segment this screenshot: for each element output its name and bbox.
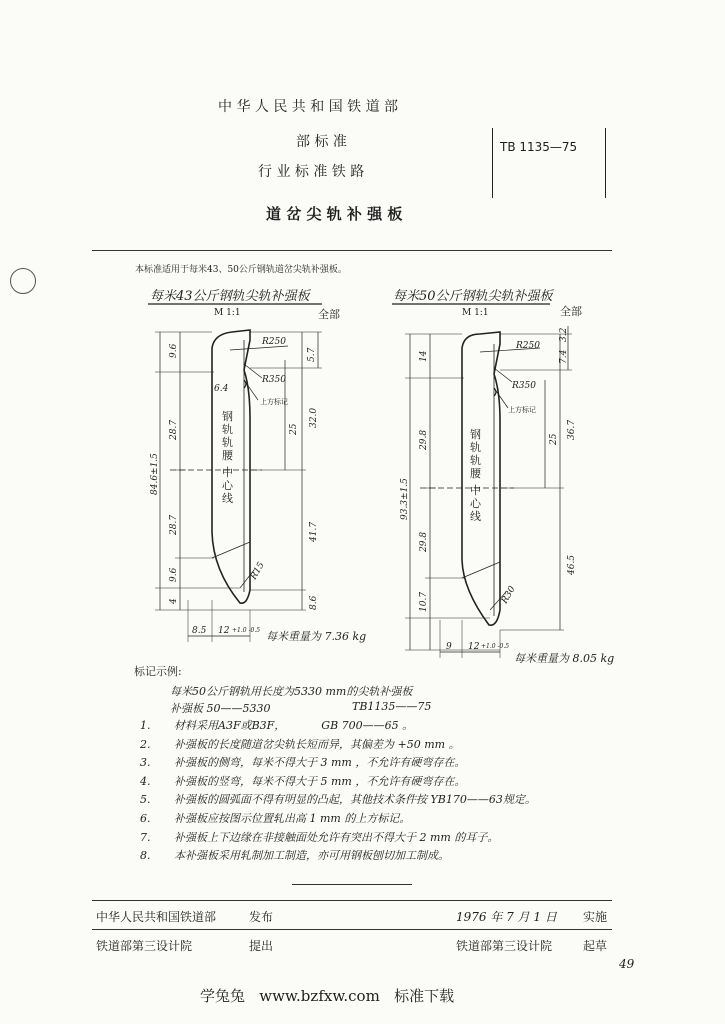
note-item: 3. 补强板的侧弯，每米不得大于 3 mm ，不允许有硬弯存在。 bbox=[140, 756, 466, 770]
dimension-label: 29.8 bbox=[419, 429, 429, 450]
standard-code: TB 1135—75 bbox=[500, 140, 578, 154]
dimension-label: R350 bbox=[512, 381, 536, 391]
dimension-label: 钢 bbox=[222, 410, 233, 423]
dimension-label: R15 bbox=[248, 560, 267, 582]
dimension-label: 轨 bbox=[222, 436, 233, 449]
dimension-label: 线 bbox=[470, 510, 481, 523]
example-line-2a: 补强板 50——5330 bbox=[170, 702, 271, 715]
footer-issuer: 中华人民共和国铁道部 bbox=[96, 910, 217, 924]
dimension-label: 心 bbox=[222, 479, 233, 492]
footer-drafted: 起草 bbox=[583, 939, 608, 953]
note-item: 8. 本补强板采用轧制加工制造，亦可用钢板刨切加工制成。 bbox=[140, 849, 449, 863]
note-item: 4. 补强板的竖弯，每米不得大于 5 mm ，不允许有硬弯存在。 bbox=[140, 774, 466, 788]
example-line-1: 每米50公斤钢轨用长度为5330 mm的尖轨补强板 bbox=[170, 685, 413, 698]
dimension-label: R250 bbox=[516, 341, 540, 351]
left-weight: 每米重量为 7.36 kg bbox=[266, 630, 367, 643]
right-note: 全部 bbox=[560, 305, 582, 318]
dimension-label: 10.7 bbox=[419, 591, 429, 612]
dimension-label: 46.5 bbox=[567, 554, 577, 575]
document-title: 道 岔 尖 轨 补 强 板 bbox=[266, 205, 403, 223]
dimension-label: 29.8 bbox=[419, 531, 429, 552]
standard-code-box bbox=[492, 128, 606, 198]
dimension-label: 腰 bbox=[470, 467, 481, 480]
dimension-label: 中 bbox=[222, 466, 233, 479]
ministry-title: 中 华 人 民 共 和 国 铁 道 部 bbox=[218, 99, 399, 115]
technical-drawing bbox=[0, 270, 725, 670]
dimension-label: 上方标记 bbox=[508, 406, 536, 414]
dimension-label: 14 bbox=[419, 350, 429, 362]
dimension-label: 9 bbox=[446, 642, 452, 652]
notes-end-rule bbox=[292, 884, 412, 885]
right-weight: 每米重量为 8.05 kg bbox=[514, 652, 615, 665]
dimension-label: 28.7 bbox=[169, 514, 179, 535]
left-figure-caption: 每米43公斤钢轨尖轨补强板 bbox=[150, 289, 310, 304]
standard-category: 行 业 标 准 铁 路 bbox=[258, 164, 365, 180]
dimension-label: 8.5 bbox=[192, 626, 207, 636]
dimension-label: 轨 bbox=[470, 454, 481, 467]
dimension-label: 25 bbox=[549, 433, 559, 445]
header-rule bbox=[92, 250, 612, 251]
note-item: 5. 补强板的圆弧面不得有明显的凸起，其他技术条件按 YB170——63规定。 bbox=[140, 793, 536, 807]
dimension-label: R350 bbox=[262, 375, 286, 385]
dimension-label: 12 bbox=[468, 642, 480, 652]
dimension-label: 4 bbox=[169, 598, 179, 604]
footer-top-rule bbox=[92, 900, 612, 901]
dimension-label: 5.7 bbox=[307, 347, 317, 362]
footer-proposed: 提出 bbox=[249, 939, 274, 953]
footer-drafter: 铁道部第三设计院 bbox=[456, 939, 553, 953]
dimension-label: 6.4 bbox=[214, 384, 229, 394]
dimension-label: 腰 bbox=[222, 449, 233, 462]
example-line-2b: TB1135——75 bbox=[352, 700, 432, 713]
dimension-label: 84.6±1.5 bbox=[150, 453, 160, 495]
dimension-label: 7.4 bbox=[559, 349, 569, 364]
dimension-label: 线 bbox=[222, 492, 233, 505]
dimension-label: 8.6 bbox=[309, 595, 319, 610]
dimension-label: +1.0 -0.5 bbox=[232, 627, 261, 634]
left-scale: M 1:1 bbox=[214, 308, 241, 318]
intro-text: 本标准适用于每米43、50公斤钢轨道岔尖轨补强板。 bbox=[135, 265, 347, 275]
dimension-label: R250 bbox=[262, 337, 286, 347]
note-item: 2. 补强板的长度随道岔尖轨长短而异，其偏差为 +50 mm 。 bbox=[140, 737, 460, 751]
watermark: 学兔兔 www.bzfxw.com 标准下载 bbox=[200, 987, 455, 1005]
dimension-label: 41.7 bbox=[309, 521, 319, 542]
dimension-label: 中 bbox=[470, 484, 481, 497]
dimension-label: 轨 bbox=[470, 441, 481, 454]
dimension-label: R30 bbox=[499, 584, 518, 606]
dimension-label: 12 bbox=[218, 626, 230, 636]
notes-list bbox=[140, 717, 700, 866]
footer-date: 1976 年 7 月 1 日 bbox=[456, 910, 557, 924]
dimension-label: 3.2 bbox=[559, 327, 569, 342]
dimension-label: +1.0 -0.5 bbox=[481, 643, 510, 650]
footer-middle-rule bbox=[92, 929, 612, 930]
example-heading: 标记示例: bbox=[134, 665, 182, 678]
dimension-label: 25 bbox=[289, 423, 299, 435]
right-figure-caption: 每米50公斤钢轨尖轨补强板 bbox=[393, 289, 553, 304]
footer-issued: 发布 bbox=[249, 910, 274, 924]
dimension-label: 9.6 bbox=[169, 567, 179, 582]
dimension-label: 9.6 bbox=[169, 343, 179, 358]
note-item: 6. 补强板应按图示位置轧出高 1 mm 的上方标记。 bbox=[140, 811, 411, 825]
dimension-label: 32.0 bbox=[309, 407, 319, 428]
standard-type: 部 标 准 bbox=[296, 134, 347, 150]
footer-proposer: 铁道部第三设计院 bbox=[96, 939, 193, 953]
dimension-label: 28.7 bbox=[169, 419, 179, 440]
note-item: 7. 补强板上下边缘在非接触面处允许有突出不得大于 2 mm 的耳子。 bbox=[140, 830, 499, 844]
left-note: 全部 bbox=[318, 308, 340, 321]
right-scale: M 1:1 bbox=[462, 308, 489, 318]
dimension-label: 93.3±1.5 bbox=[400, 478, 410, 520]
dimension-label: 36.7 bbox=[567, 419, 577, 440]
dimension-label: 上方标记 bbox=[260, 398, 288, 406]
page-number: 49 bbox=[619, 957, 635, 971]
dimension-label: 心 bbox=[470, 497, 481, 510]
note-item: 1. 材料采用A3F或B3F， GB 700——65 。 bbox=[140, 719, 414, 732]
dimension-label: 钢 bbox=[470, 428, 481, 441]
footer-effective: 实施 bbox=[583, 910, 608, 924]
dimension-label: 轨 bbox=[222, 423, 233, 436]
